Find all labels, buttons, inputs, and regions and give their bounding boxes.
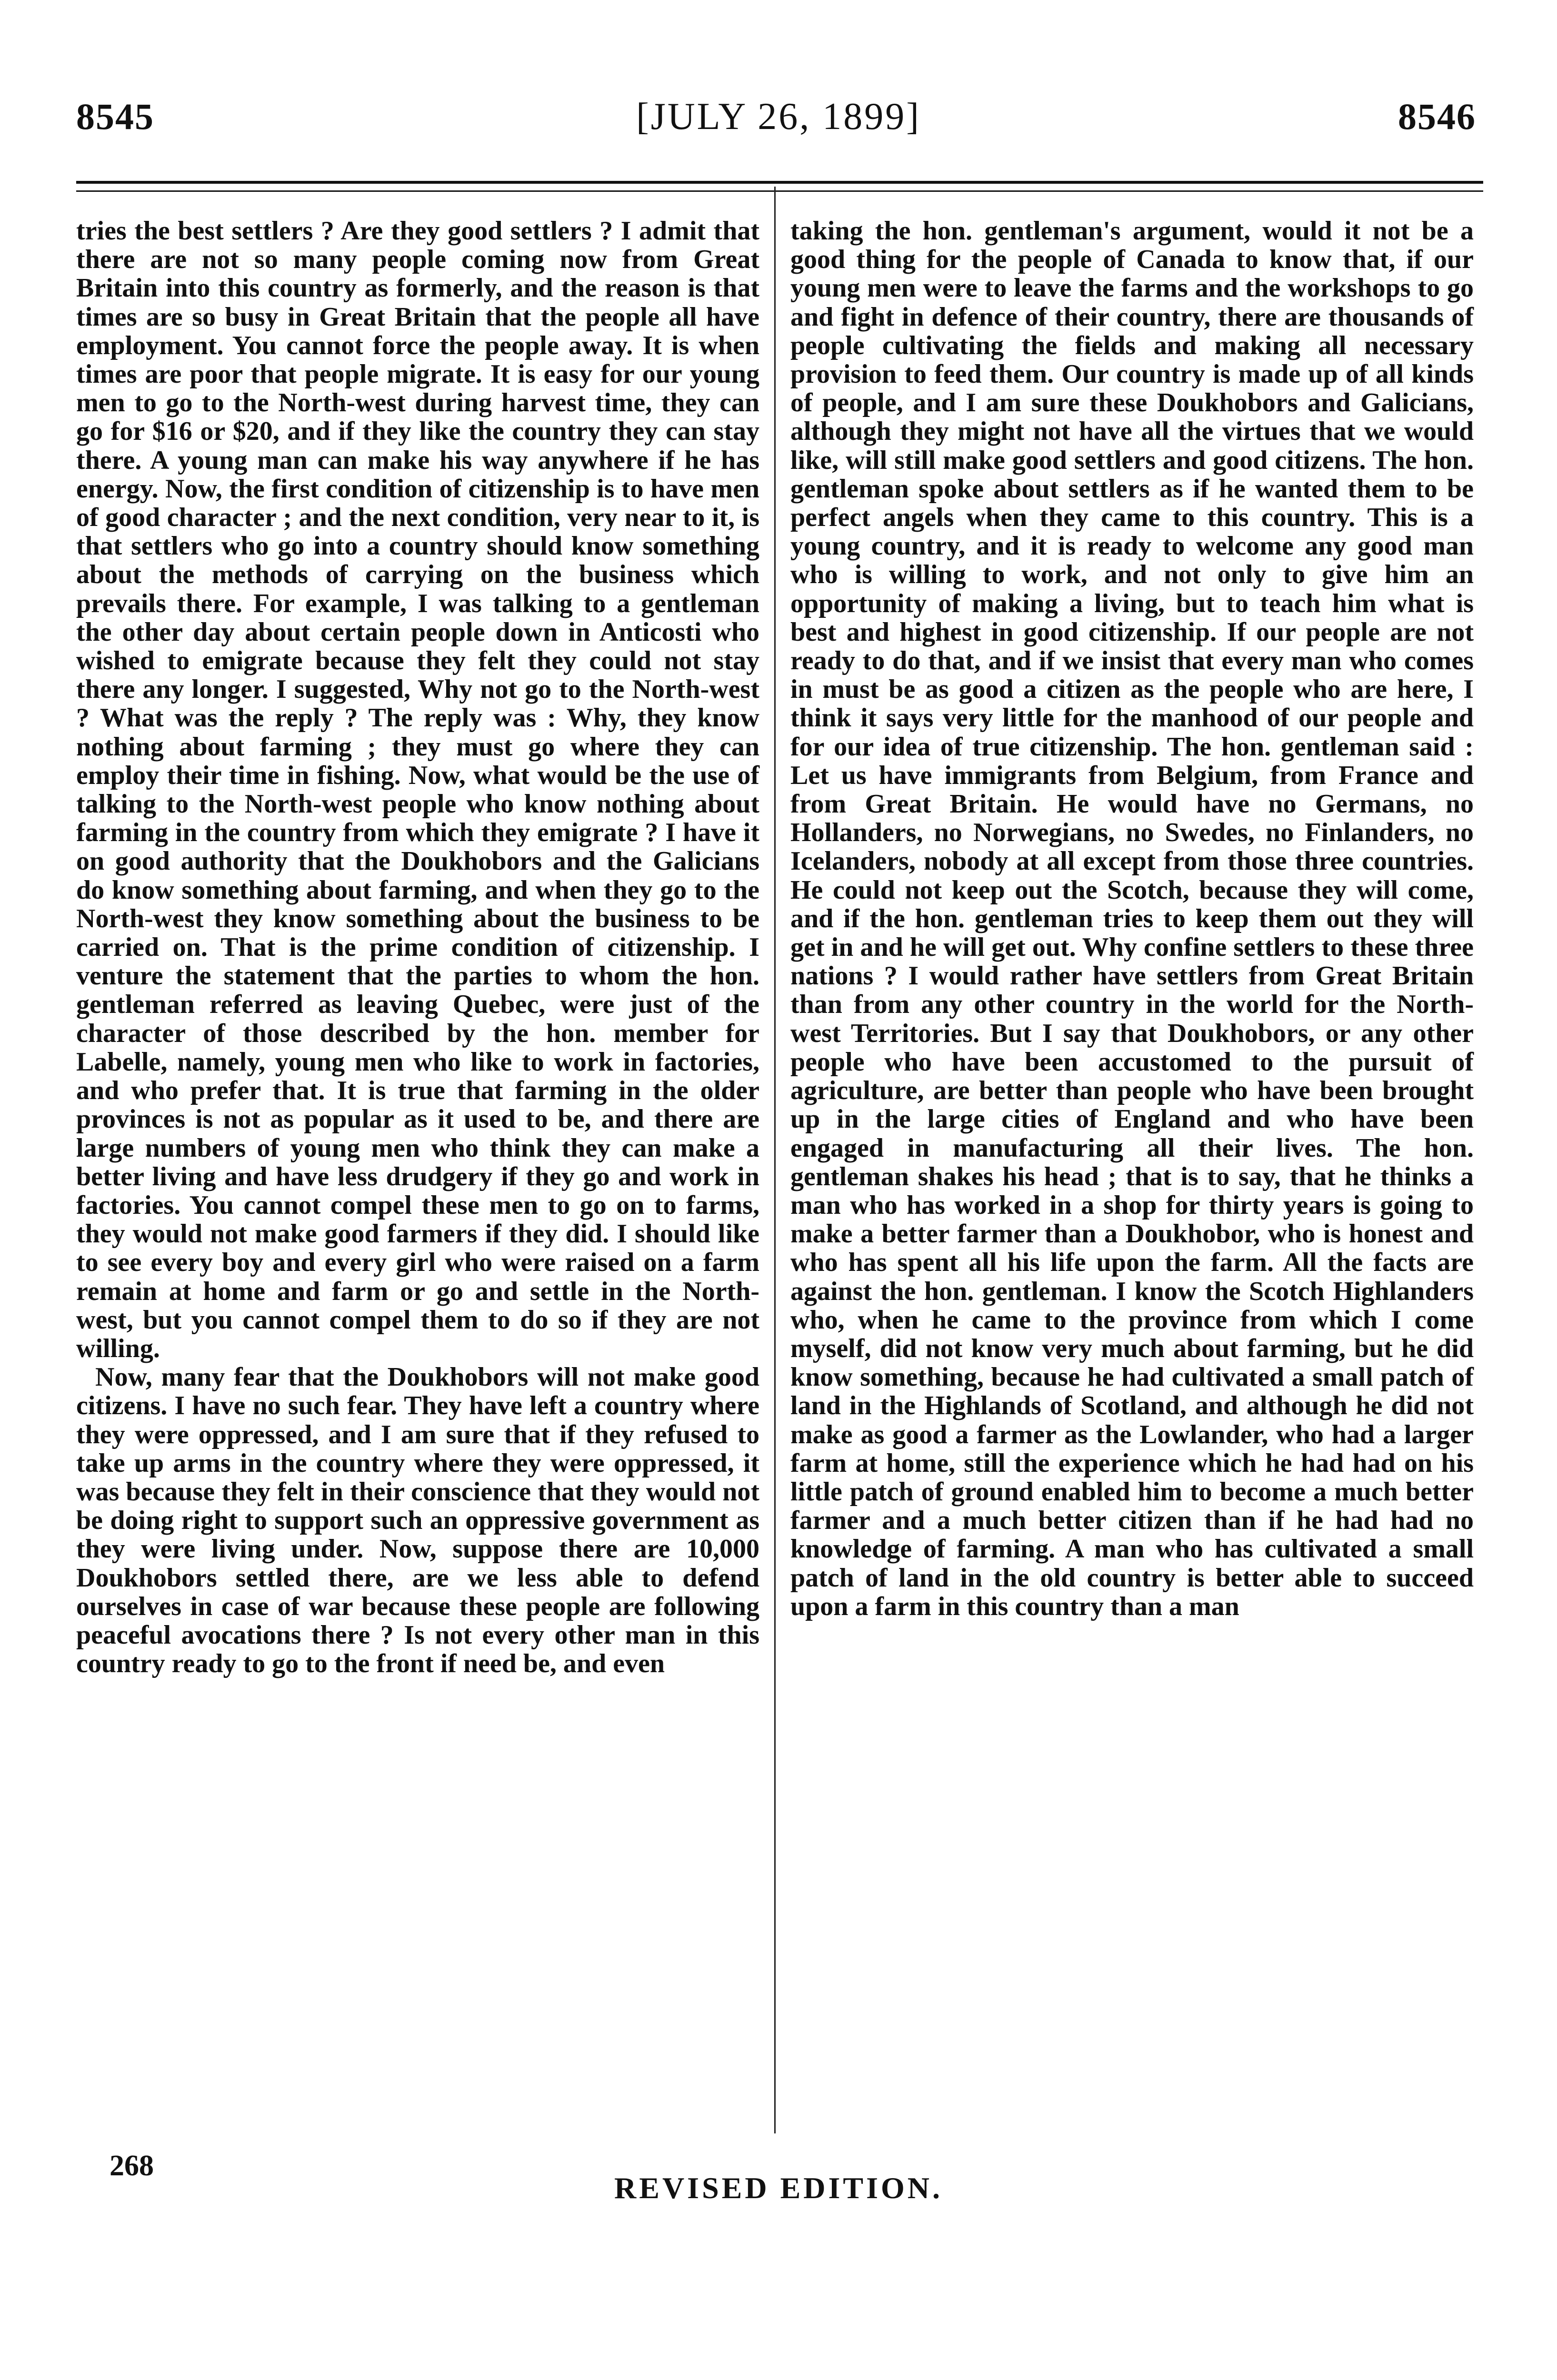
folio-number: 268 xyxy=(110,2150,154,2182)
right-paragraph-1: taking the hon. gentleman's argument, would it not be a good thing for the people of Canada to know that, if our young men were to leave the farms and the workshops to go and fight in defence of their country, there are thousands of people cultivating the fields and making all necessary provision to feed them. Our country is made up of all kinds of people, and I am sure these Doukhobors and Galicians, although they might not have all the virtues that we would like, will still make good settlers and good citizens. The hon. gentleman spoke about settlers as if he wanted them to be perfect angels when they came to this country. This is a young country, and it is ready to welcome any good man who is willing to work, and not only to give him an opportunity of making a living, but to teach him what is best and highest in good citizenship. If our people are not ready to do that, and if we insist that every man who comes in must be as good a citizen as the people who are here, I think it says very little for the manhood of our people and for our idea of true citizenship. The hon. gentleman said : Let us have immigrants from Belgium, from France and from Great Britain. He would have no Germans, no Hollanders, no Norwegians, no Swedes, no Finlanders, no Icelanders, nobody at all except from those three countries. He could not keep out the Scotch, because they will come, and if the hon. gentleman tries to keep them out they will get in and he will get out. Why confine settlers to these three nations ? I would rather have settlers from Great Britain than from any other country in the world for the North-west Territories. But I say that Doukhobors, or any other people who have been accustomed to the pursuit of agriculture, are better than people who have been brought up in the large cities of England and who have been engaged in manufacturing all their lives. The hon. gentleman shakes his head ; that is to say, that he thinks a man who has worked in a shop for thirty years is going to make a better farmer than a Doukhobor, who is honest and who has spent all his life upon the farm. All the facts are against the hon. gentleman. I know the Scotch Highlanders who, when he came to the province from which I come myself, did not know very much about farming, but he did know something, because he had cultivated a small patch of land in the Highlands of Scotland, and although he did not make as good a farmer as the Lowlander, who had a larger farm at home, still the experience which he had had on his little patch of ground enabled him to become a much better farmer and a much better citizen than if he had had no knowledge of farming. A man who has cultivated a small patch of land in the old country is better able to succeed upon a farm in this country than a man xyxy=(790,216,1474,1621)
right-column xyxy=(790,217,1474,1621)
page-number-left: 8545 xyxy=(76,96,154,137)
left-paragraph-1: tries the best settlers ? Are they good settlers ? I admit that there are not so many people coming now from Great Britain into this country as formerly, and the reason is that times are so busy in Great Britain that the people all have employment. You cannot force the people away. It is when times are poor that people migrate. It is easy for our young men to go to the North-west during harvest time, they can go for $16 or $20, and if they like the country they can stay there. A young man can make his way anywhere if he has energy. Now, the first condition of citizenship is to have men of good character ; and the next condition, very near to it, is that settlers who go into a country should know something about the methods of carrying on the business which prevails there. For example, I was talking to a gentleman the other day about certain people down in Anticosti who wished to emigrate because they felt they could not stay there any longer. I suggested, Why not go to the North-west ? What was the reply ? The reply was : Why, they know nothing about farming ; they must go where they can employ their time in fishing. Now, what would be the use of talking to the North-west people who know nothing about farming in the country from which they emigrate ? I have it on good authority that the Doukhobors and the Galicians do know something about farming, and when they go to the North-west they know something about the business to be carried on. That is the prime condition of citizenship. I venture the statement that the parties to whom the hon. gentleman referred as leaving Quebec, were just of the character of those described by the hon. member for Labelle, namely, young men who like to work in factories, and who prefer that. It is true that farming in the older provinces is not as popular as it used to be, and there are large numbers of young men who think they can make a better living and have less drudgery if they go and work in factories. You cannot compel these men to go on to farms, they would not make good farmers if they did. I should like to see every boy and every girl who were raised on a farm remain at home and farm or go and settle in the North-west, but you cannot compel them to do so if they are not willing. xyxy=(76,216,759,1363)
running-head-date: [JULY 26, 1899] xyxy=(636,96,921,138)
left-paragraph-2: Now, many fear that the Doukhobors will not make good citizens. I have no such fear. They have left a country where they were oppressed, and I am sure that if they refused to take up arms in the country where they were oppressed, it was because they felt in their conscience that they would not be doing right to support such an oppressive government as they were living under. Now, suppose there are 10,000 Doukhobors settled there, are we less able to defend ourselves in case of war because these people are following peaceful avocations there ? Is not every other man in this country ready to go to the front if need be, and even xyxy=(76,1362,759,1679)
left-column xyxy=(76,217,759,1678)
page-number-right: 8546 xyxy=(1398,96,1476,137)
header-rule-thin xyxy=(76,190,1483,192)
edition-label: REVISED EDITION. xyxy=(614,2171,943,2205)
header-rule-thick xyxy=(76,181,1483,184)
column-divider xyxy=(774,187,776,2133)
